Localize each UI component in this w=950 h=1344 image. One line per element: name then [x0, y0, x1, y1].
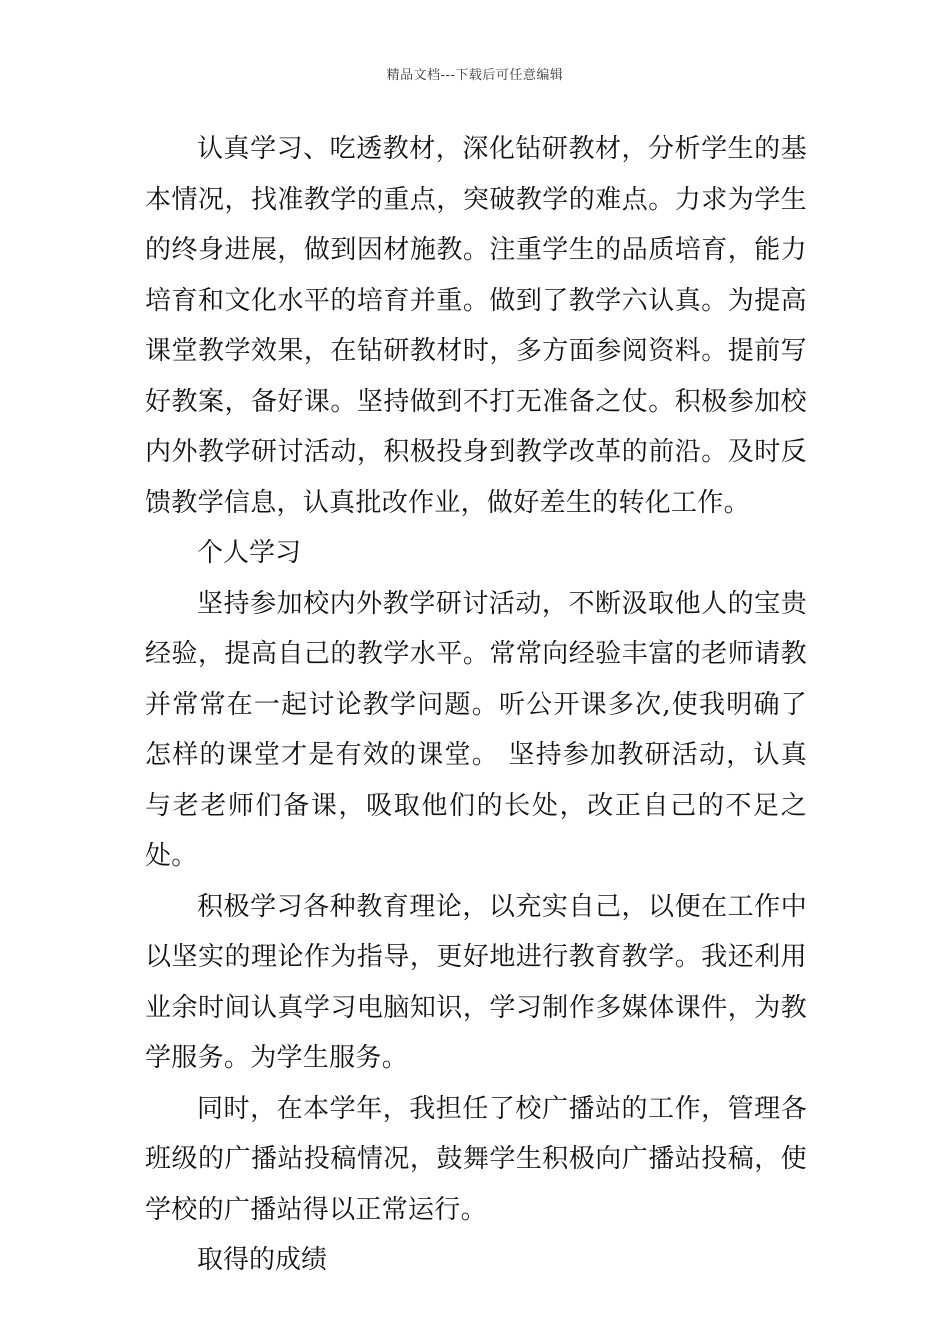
section-heading-achievements: 取得的成绩	[197, 1245, 328, 1275]
document-body	[145, 124, 807, 1286]
paragraph-broadcast-station: 同时，在本学年，我担任了校广播站的工作，管理各班级的广播站投稿情况，鼓舞学生积极向广播站投稿，使学校的广播站得以正常运行。	[145, 1093, 807, 1225]
page-header: 精品文档---下载后可任意编辑	[386, 68, 564, 83]
section-heading-personal-study: 个人学习	[197, 538, 302, 568]
paragraph-theory-study: 积极学习各种教育理论，以充实自己，以便在工作中以坚实的理论作为指导，更好地进行教育教学。我还利用业余时间认真学习电脑知识，学习制作多媒体课件，为教学服务。为学生服务。	[145, 891, 807, 1073]
paragraph-teaching: 认真学习、吃透教材，深化钻研教材，分析学生的基本情况，找准教学的重点，突破教学的难点。力求为学生的终身进展，做到因材施教。注重学生的品质培育，能力培育和文化水平的培育并重。做到了教学六认真。为提高课堂教学效果，在钻研教材时，多方面参阅资料。提前写好教案，备好课。坚持做到不打无准备之仗。积极参加校内外教学研讨活动，积极投身到教学改革的前沿。及时反馈教学信息，认真批改作业，做好差生的转化工作。	[145, 134, 807, 518]
paragraph-research-activities: 坚持参加校内外教学研讨活动，不断汲取他人的宝贵经验，提高自己的教学水平。常常向经验丰富的老师请教并常常在一起讨论教学问题。听公开课多次,使我明确了怎样的课堂才是有效的课堂。 坚持参加教研活动，认真与老老师们备课，吸取他们的长处，改正自己的不足之处。	[145, 588, 807, 871]
